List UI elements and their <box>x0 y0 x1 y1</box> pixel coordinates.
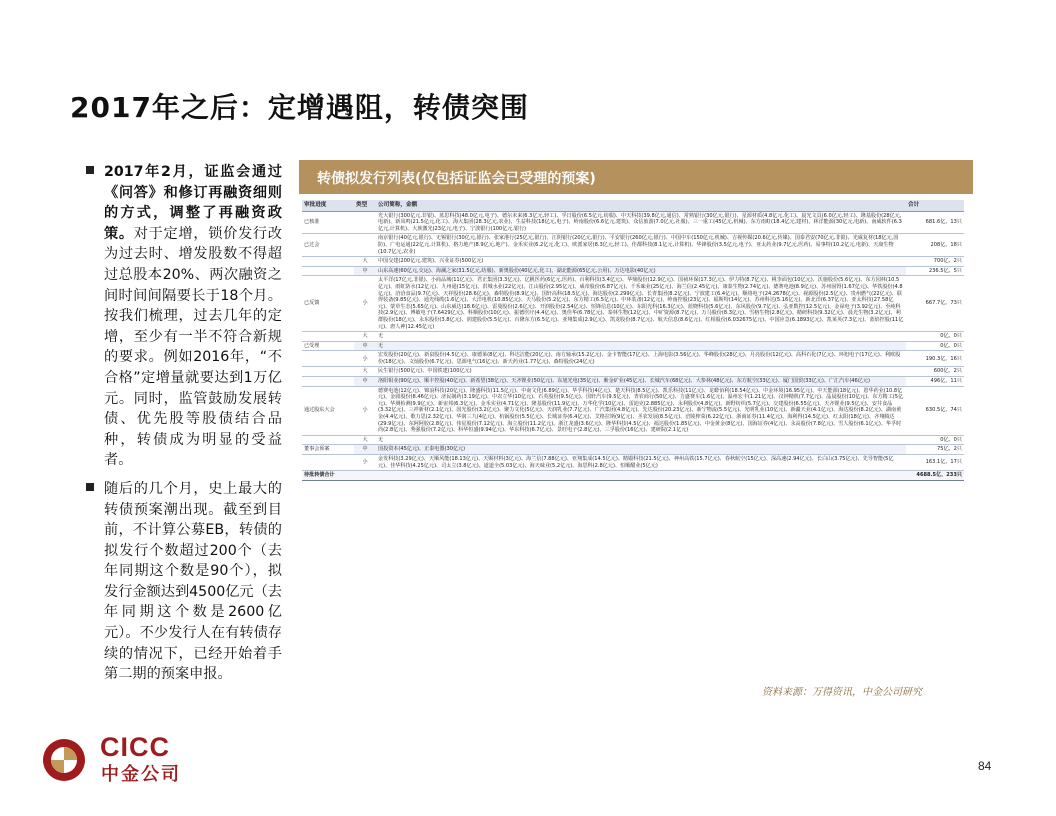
companies-cell: 山东高速(60亿元,交运)、海澜之家(31.5亿元,纺服)、新奥股份(40亿元,化工)、湖北能源(65亿元,公用)、万达电影(40亿元) <box>376 266 906 276</box>
bullet-square-icon <box>86 483 94 491</box>
table-row <box>302 234 964 257</box>
status-cell: 待批转债合计 <box>302 471 354 481</box>
size-cell: 中 <box>354 445 376 455</box>
table-row <box>302 266 964 276</box>
sum-cell: 163.1亿、17只 <box>906 455 964 471</box>
table-row <box>302 377 964 387</box>
table-row <box>302 386 964 435</box>
status-cell: 已反馈 <box>302 276 354 332</box>
size-cell <box>354 234 376 257</box>
bullet-square-icon <box>86 166 94 174</box>
table-row <box>302 435 964 445</box>
sum-cell: 0亿、0只 <box>906 332 964 342</box>
companies-cell: 无 <box>376 332 906 342</box>
companies-cell: 民生银行(500亿元)、中国铁建(100亿元) <box>376 367 906 377</box>
size-cell <box>354 471 376 481</box>
size-cell: 中 <box>354 341 376 351</box>
sum-cell: 236.5亿、5只 <box>906 266 964 276</box>
status-cell: 已核准 <box>302 211 354 234</box>
column-header: 审批进度 <box>302 200 354 211</box>
sum-cell: 630.5亿、74只 <box>906 386 964 435</box>
sum-cell: 600亿、2只 <box>906 367 964 377</box>
size-cell: 大 <box>354 367 376 377</box>
companies-cell: 光大银行(300亿元,非银)、蓝思科技(48.0亿元,电子)、德尔未来(6.3亿元,轻工)、孚日股份(6.5亿元,纺服)、中天科技(39.8亿元,通信)、常熟银行(30亿元,银行)、星源材质(4.8亿元,化工)、晨光文具(6.0亿元,轻工)、隆基股份(28亿元,电新)、新凤鸣(21.5亿元,化工)、海大集团(28.3亿元,农业)、生益科技(18亿元,电子)、岭南股份(6.6亿元,建筑)、众信旅游(7.0亿元,社服)、三一重工(45亿元,机械)、东方雨虹(18.4亿元,建材)、林洋能源(30亿元,电新)、南威软件(6.3亿元,计算机)、大族激光(23亿元,电子)、宁波银行(100亿元,银行) <box>376 211 906 234</box>
table-total-row <box>302 471 964 481</box>
companies-cell: 无 <box>376 341 906 351</box>
table-row <box>302 276 964 332</box>
logo-text-en: CICC <box>100 732 170 762</box>
bullet-text: 对于定增，锁价发行改为过去时、增发股数不得超过总股本20%、两次融资之间时间间隔要长于18个月。按我们梳理，过去几年的定增，至少有一半不符合新规的要求。例如2016年，“不合格”定增量就要达到1万亿元。同时，监管鼓励发展转债、优先股等股债结合品种，转债成为明显的受益者。 <box>104 225 282 469</box>
status-cell <box>302 332 354 342</box>
sum-cell: 681.6亿、13只 <box>906 211 964 234</box>
table-row <box>302 341 964 351</box>
sum-cell: 700亿、2只 <box>906 257 964 267</box>
convertible-bond-table <box>302 200 964 481</box>
companies-cell <box>376 471 906 481</box>
column-header: 类型 <box>354 200 376 211</box>
sum-cell: 208亿、18只 <box>906 234 964 257</box>
table-row <box>302 455 964 471</box>
status-cell <box>302 435 354 445</box>
bullet-text: 随后的几个月，史上最大的转债预案潮出现。截至到目前，不计算公募EB，转债的拟发行个数超过200个（去年同期这个数是90个），拟发行金额达到4500亿元（去年同期这个数是2600亿元）。不少发行人在有转债存续的情况下，已经开始着手第二期的预案申报。 <box>104 480 282 683</box>
sum-cell: 190.3亿、16只 <box>906 351 964 367</box>
table-title-bar: 转债拟发行列表(仅包括证监会已受理的预案) <box>299 160 973 194</box>
companies-cell: 宏发股份(20亿元)、新泉股份(4.5亿元)、康德莱(8亿元)、科达洁能(20亿元)、南方轴承(15.2亿元)、金卡智能(17亿元)、上海电影(3.56亿元)、华峰股份(28亿元)、月亮股份(12亿元)、高科石化(7亿元)、环旭电子(17亿元)、利欧股份(18亿元)、文灿股份(6.7亿元)、思源电气(16亿元)、新天药业(1.77亿元)、森特股份(24亿元) <box>376 351 906 367</box>
table-row <box>302 211 964 234</box>
size-cell: 大 <box>354 435 376 445</box>
sum-cell: 667.7亿、73只 <box>906 276 964 332</box>
column-header: 公司简称，金额 <box>376 200 906 211</box>
size-cell: 小 <box>354 276 376 332</box>
status-cell: 通过股东大会 <box>302 386 354 435</box>
companies-cell: 南京银行(40亿元,银行)、无锡银行(30亿元,银行)、张家港行(25亿元,银行)、江阴银行(20亿元,银行)、平安银行(260亿元,银行)、中国中车(150亿元,机械)、吉视传媒(20.6亿元,传媒)、国泰君安(70亿元,非银)、光威复材(18亿元,国防)、广电运通(22亿元,计算机)、格力地产(8.9亿元,地产)、金禾实业(6.2亿元,化工)、欧派家居(8.3亿元,轻工)、佳都科技(8.1亿元,计算机)、华锋股份(3.5亿元,电子)、亚太药业(9.7亿元,医药)、易事特(10.2亿元,电新)、天康生物(10.7亿元,农业) <box>376 234 906 257</box>
bullet-list <box>86 162 282 693</box>
sum-cell: 75亿、2只 <box>906 445 964 455</box>
status-cell <box>302 455 354 471</box>
companies-cell: 太平洋(17亿元,非银)、小商品城(11亿元)、君正集团(3.3亿元)、亿帆医药(6亿元,医药)、百利科技(3.4亿元)、华鼎股份(12.9亿元)、国祯环保(17.3亿元)、伊力特(8.7亿元)、桃李面包(10亿元)、沃施股份(5.6亿元)、东方园林(10.5亿元)、雨虹防水(12亿元)、九州通(15亿元)、洪城水业(22亿元)、江山股份(2.95亿元)、威帝股份(6.87亿元)、千禾味业(25亿元)、海兰信(2.45亿元)、康泰生物(2.74亿元)、德赛电池(8.9亿元)、苏州固锝(1.67亿元)、华铁股份(4.8亿元)、洽洽食品(9.7亿元)、天祥股份(28.6亿元)、森特股份(8.9亿元)、国轩高科(18.5亿元)、海达股份(2.299亿元)、长青集团(8.2亿元)、宁波建工(6.4亿元)、顺络电子(24.2678亿元)、视源股份(2.5亿元)、贵州燃气(22亿元)、联得装备(9.85亿元)、通光线缆(1.6亿元)、大洋电机(10.85亿元)、天马股份(5.2亿元)、东方精工(6.5亿元)、中环装备(12亿元)、岭南控股(23亿元)、福斯特(14亿元)、苏州科达(5.16亿元)、新北洋(6.37亿元)、亚太科技(27.58亿元)、蒙草生态(5.65亿元)、山东威达(18.6亿元)、雷曼股份(2.6亿元)、开润股份(2.54亿元)、恒锋信息(10亿元)、东阳光科(16.3亿元)、蓝晓科技(5.6亿元)、东风股份(9.7亿元)、弘亚数控(12.5亿元)、金禄电子(3.92亿元)、至纯科技(2.9亿元)、博敏电子(7.6429亿元)、科顺股份(10亿元)、振德医疗(4.4亿元)、奥佳华(6.78亿元)、泰林生物(12亿元)、中矿资源(8.7亿元)、万马股份(8.3亿元)、雪榕生物(2.8亿元)、精研科技(9.32亿元)、晨光生物(3.2亿元)、利群股份(18亿元)、永东股份(3.8亿元)、润建股份(5.5亿元)、百隆东方(6.5亿元)、亚翔集成(2.9亿元)、凯龙股份(8.7亿元)、航天信息(8.6亿元)、红相股份(6.032675亿元)、中国应急(6.1893亿元)、凯莱英(7.3亿元)、蓝焰控股(11亿元)、唐人神(12.45亿元) <box>376 276 906 332</box>
status-cell: 已受理 <box>302 341 354 351</box>
status-cell: 董事会预案 <box>302 445 354 455</box>
source-note: 资料来源：万得资讯，中金公司研究 <box>762 687 922 698</box>
size-cell: 小 <box>354 386 376 435</box>
table-row <box>302 257 964 267</box>
sum-cell: 4688.5亿、233只 <box>906 471 964 481</box>
size-cell: 大 <box>354 332 376 342</box>
size-cell: 小 <box>354 455 376 471</box>
table-row <box>302 332 964 342</box>
bullet-item <box>86 479 282 685</box>
table-row <box>302 445 964 455</box>
status-cell: 已过会 <box>302 234 354 257</box>
sum-cell: 0亿、0只 <box>906 435 964 445</box>
companies-cell: 国投资本(45亿元)、正泰电器(30亿元) <box>376 445 906 455</box>
status-cell <box>302 377 354 387</box>
size-cell: 大 <box>354 257 376 267</box>
size-cell: 小 <box>354 351 376 367</box>
companies-cell: 德赛电池(12亿元)、锦浪科技(20亿元)、隆盛科技(11.5亿元)、中南文化(6.89亿元)、华孚科技(4亿元)、楚天科技(8.5亿元)、凯乐科技(11亿元)、龙蟒佰利(18.54亿元)、中金环境(16.95亿元)、中天能源(18亿元)、恩华药业(10.8亿元)、金圆股份(8.46亿元)、济民制药(3.19亿元)、中农立华(10亿元)、石英股份(9.5亿元)、国轩汽车(9.5亿元)、青农商行(50亿元)、力盛赛车(1.6亿元)、温州宏丰(1.21亿元)、汉钟精机(7.7亿元)、晶晨股份(10亿元)、东方精工(5亿元)、华测检测(9.9亿元)、新宙邦(6.3亿元)、金禾实业(4.71亿元)、隆基股份(11.9亿元)、万华化学(10亿元)、雷迪克(2.885亿元)、永利股份(4.8亿元)、新野纺织(5.7亿元)、交建股份(6.55亿元)、天齐锂业(9.5亿元)、安井食品(3.32亿元)、三祥新材(2.1亿元)、国光股份(3.2亿元)、聚力文化(5亿元)、天润乳业(7.7亿元)、广汽集团(4.8亿元)、先达股份(20.23亿元)、新宁物流(5.5亿元)、光明乳业(10亿元)、新疆天业(4.1亿元)、海达股份(8.2亿元)、湖南黄金(4.4亿元)、歌力思(2.32亿元)、华润三九(4亿元)、杭锅股份(5.5亿元)、长城证券(6.4亿元)、艾格拉斯(9亿元)、圣农发展(8.5亿元)、涪陵榨菜(6.22亿元)、浙商证券(11.4亿元)、海利得(14.5亿元)、红太阳(18亿元)、齐翔腾达(29.9亿元)、东阿阿胶(2.8亿元)、伟星股份(7.12亿元)、海立股份(11.2亿元)、浙江龙盛(3.6亿元)、隆华科技(4.5亿元)、福达股份(1.85亿元)、中金黄金(8亿元)、国海证券(4亿元)、永高股份(7.8亿元)、雪人股份(6.1亿元)、华孚时尚(2.8亿元)、秀强股份(7.2亿元)、科华恒盛(9.94亿元)、华东科技(6.7亿元)、景旺电子(2.8亿元)、三孚股份(16亿元)、建研院(2.1亿元) <box>376 386 906 435</box>
size-cell: 中 <box>354 377 376 387</box>
table-row <box>302 351 964 367</box>
companies-cell: 金发科技(3.29亿元)、天顺风能(18.13亿元)、天赐材料(3亿元)、海兰信(7.88亿元)、亚翔集成(14.5亿元)、精锻科技(21.5亿元)、神州高铁(15.7亿元)、春秋航空(15亿元)、深高速(2.94亿元)、长白山(3.75亿元)、先导智能(5亿元)、佳华科技(4.25亿元)、司太立(3.8亿元)、道道全(5.03亿元)、海天味业(5.2亿元)、海思科(2.8亿元)、恒顺醋业(5亿元) <box>376 455 906 471</box>
size-cell: 中 <box>354 266 376 276</box>
bullet-item <box>86 162 282 471</box>
companies-cell: 中国交建(200亿元,建筑)、兴业证券(500亿元) <box>376 257 906 267</box>
table-header-row <box>302 200 964 211</box>
status-cell <box>302 351 354 367</box>
page-number: 84 <box>978 759 992 773</box>
status-cell <box>302 266 354 276</box>
column-header: 合计 <box>906 200 964 211</box>
size-cell <box>354 211 376 234</box>
logo-text-cn: 中金公司 <box>101 764 181 785</box>
sum-cell: 0亿、0只 <box>906 341 964 351</box>
status-cell <box>302 367 354 377</box>
table-row <box>302 367 964 377</box>
sum-cell: 496亿、11只 <box>906 377 964 387</box>
page-title: 2017年之后：定增遇阻，转债突围 <box>70 91 529 124</box>
table-body <box>302 211 964 480</box>
companies-cell: 无 <box>376 435 906 445</box>
status-cell <box>302 257 354 267</box>
bullet-bold-text: 2017年2月，证监会通过《问答》和修订再融资细则的方式，调整了再融资政策。 <box>104 164 282 242</box>
companies-cell: 洛阳钼业(90亿元)、顺丰控股(40亿元)、新希望(38亿元)、天齐锂业(50亿元)、东旭光电(35亿元)、紫金矿业(45亿元)、长城汽车(68亿元)、大参林(48亿元)、东方航空(33亿元)、厦门国贸(33亿元)、广汇汽车(46亿元) <box>376 377 906 387</box>
